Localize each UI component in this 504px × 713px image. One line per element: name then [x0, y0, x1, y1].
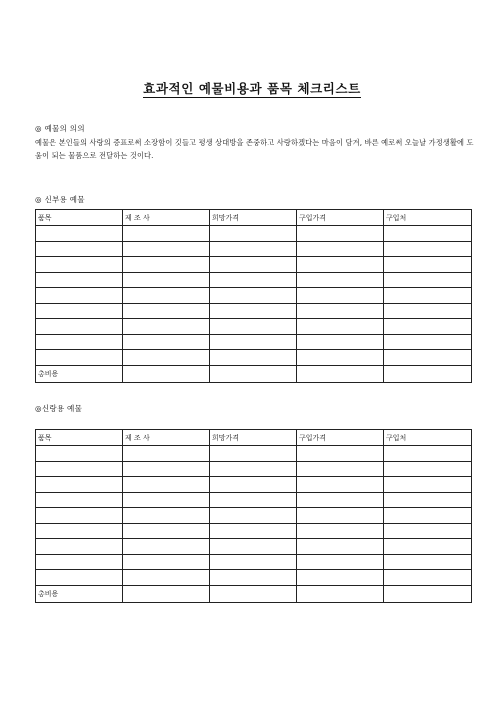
table-cell[interactable]: [384, 492, 472, 508]
table-cell[interactable]: [297, 508, 384, 524]
bride-gift-table: [35, 209, 472, 383]
table-cell[interactable]: [210, 461, 297, 477]
table-cell[interactable]: [123, 288, 210, 304]
table-cell[interactable]: [36, 461, 123, 477]
table-cell[interactable]: [384, 303, 472, 319]
table-cell[interactable]: [384, 570, 472, 586]
table-cell[interactable]: [384, 539, 472, 555]
table-cell[interactable]: [297, 461, 384, 477]
table-row: [36, 554, 472, 570]
table-row: [36, 461, 472, 477]
table-cell[interactable]: [210, 319, 297, 335]
table-cell[interactable]: [210, 523, 297, 539]
table-header-row: [36, 430, 472, 446]
table-cell[interactable]: [123, 226, 210, 242]
table-cell[interactable]: [123, 257, 210, 273]
table-cell[interactable]: [36, 492, 123, 508]
table-cell[interactable]: [384, 272, 472, 288]
table-cell[interactable]: [36, 241, 123, 257]
table-cell[interactable]: [123, 554, 210, 570]
table-cell[interactable]: [210, 365, 297, 382]
table-row: [36, 241, 472, 257]
column-header-desired-price: 희망가격: [210, 210, 297, 226]
table-cell[interactable]: [297, 570, 384, 586]
table-cell[interactable]: [384, 241, 472, 257]
table-row: [36, 272, 472, 288]
column-header-store: 구입처: [384, 210, 472, 226]
table-cell[interactable]: [210, 585, 297, 602]
bride-blank-rows: [36, 226, 472, 366]
table-cell[interactable]: [210, 226, 297, 242]
groom-gift-table: [35, 429, 472, 603]
table-cell[interactable]: [36, 257, 123, 273]
meaning-heading: ◎ 예물의 의의: [35, 124, 85, 133]
groom-section-heading: ◎신랑용 예물: [35, 404, 83, 413]
table-cell[interactable]: [123, 570, 210, 586]
table-cell[interactable]: [384, 350, 472, 366]
table-row: [36, 350, 472, 366]
table-cell[interactable]: [210, 492, 297, 508]
total-row: [36, 585, 472, 602]
table-row: [36, 334, 472, 350]
table-cell[interactable]: [36, 288, 123, 304]
table-cell[interactable]: [297, 303, 384, 319]
table-cell[interactable]: [297, 241, 384, 257]
table-cell[interactable]: [123, 241, 210, 257]
table-cell[interactable]: [297, 272, 384, 288]
table-cell[interactable]: [384, 334, 472, 350]
table-cell[interactable]: [384, 446, 472, 462]
table-row: [36, 319, 472, 335]
table-cell[interactable]: [210, 288, 297, 304]
table-cell[interactable]: [210, 446, 297, 462]
table-cell[interactable]: [297, 365, 384, 382]
table-cell[interactable]: [36, 350, 123, 366]
table-cell[interactable]: [384, 585, 472, 602]
table-cell[interactable]: [36, 334, 123, 350]
table-cell[interactable]: [384, 288, 472, 304]
meaning-paragraph: 예물은 본인들의 사랑의 증표로써 소장함이 깃들고 평생 상대방을 존중하고 사랑하겠다는 마음이 담겨, 바른 예로써 오늘날 가정생활에 도움이 되는 물품으로 전달하는 것이다.: [35, 138, 474, 160]
table-cell[interactable]: [297, 350, 384, 366]
table-cell[interactable]: [123, 585, 210, 602]
table-row: [36, 508, 472, 524]
table-row: [36, 523, 472, 539]
table-cell[interactable]: [123, 365, 210, 382]
table-cell[interactable]: [36, 446, 123, 462]
groom-blank-rows: [36, 446, 472, 586]
table-cell[interactable]: [210, 241, 297, 257]
table-cell[interactable]: [123, 272, 210, 288]
table-header-row: [36, 210, 472, 226]
table-cell[interactable]: [123, 492, 210, 508]
table-cell[interactable]: [36, 508, 123, 524]
table-cell[interactable]: [297, 554, 384, 570]
table-row: [36, 303, 472, 319]
column-header-item: 품목: [36, 430, 123, 446]
table-cell[interactable]: [36, 319, 123, 335]
table-cell[interactable]: [123, 350, 210, 366]
table-cell[interactable]: [384, 319, 472, 335]
table-cell[interactable]: [384, 523, 472, 539]
table-cell[interactable]: [210, 350, 297, 366]
page-title: 효과적인 예물비용과 품목 체크리스트: [143, 81, 361, 96]
column-header-maker: 제 조 사: [123, 210, 210, 226]
table-cell[interactable]: [123, 303, 210, 319]
table-cell[interactable]: [123, 523, 210, 539]
table-cell[interactable]: [36, 272, 123, 288]
table-cell[interactable]: [36, 570, 123, 586]
bride-section-heading: ◎ 신부용 예물: [35, 195, 85, 204]
table-cell[interactable]: [297, 523, 384, 539]
table-cell[interactable]: [36, 554, 123, 570]
table-cell[interactable]: [210, 554, 297, 570]
column-header-item: 품목: [36, 210, 123, 226]
table-cell[interactable]: [297, 288, 384, 304]
table-cell[interactable]: [384, 477, 472, 493]
column-header-purchase-price: 구입가격: [297, 430, 384, 446]
table-cell[interactable]: [210, 508, 297, 524]
table-row: [36, 492, 472, 508]
column-header-purchase-price: 구입가격: [297, 210, 384, 226]
table-cell[interactable]: [297, 334, 384, 350]
table-cell[interactable]: [36, 226, 123, 242]
table-cell[interactable]: [297, 319, 384, 335]
table-cell[interactable]: [36, 523, 123, 539]
table-cell[interactable]: [36, 303, 123, 319]
column-header-maker: 제 조 사: [123, 430, 210, 446]
table-row: [36, 539, 472, 555]
table-cell[interactable]: [123, 477, 210, 493]
table-cell[interactable]: [384, 461, 472, 477]
table-cell[interactable]: [297, 257, 384, 273]
table-row: [36, 570, 472, 586]
table-cell[interactable]: [123, 319, 210, 335]
table-cell[interactable]: [210, 539, 297, 555]
table-cell[interactable]: [210, 272, 297, 288]
table-cell[interactable]: [297, 226, 384, 242]
table-cell[interactable]: [210, 257, 297, 273]
total-label: 총비용: [36, 585, 123, 602]
table-cell[interactable]: [297, 585, 384, 602]
table-cell[interactable]: [297, 492, 384, 508]
table-row: [36, 226, 472, 242]
table-row: [36, 477, 472, 493]
table-cell[interactable]: [123, 334, 210, 350]
table-cell[interactable]: [297, 446, 384, 462]
column-header-store: 구입처: [384, 430, 472, 446]
table-cell[interactable]: [36, 539, 123, 555]
table-cell[interactable]: [384, 365, 472, 382]
table-row: [36, 446, 472, 462]
total-row: [36, 365, 472, 382]
table-row: [36, 288, 472, 304]
table-cell[interactable]: [384, 508, 472, 524]
table-cell[interactable]: [297, 539, 384, 555]
table-cell[interactable]: [123, 461, 210, 477]
total-label: 총비용: [36, 365, 123, 382]
table-cell[interactable]: [123, 539, 210, 555]
table-cell[interactable]: [384, 226, 472, 242]
table-cell[interactable]: [384, 554, 472, 570]
table-cell[interactable]: [123, 508, 210, 524]
table-cell[interactable]: [123, 446, 210, 462]
column-header-desired-price: 희망가격: [210, 430, 297, 446]
table-row: [36, 257, 472, 273]
table-cell[interactable]: [210, 334, 297, 350]
table-cell[interactable]: [36, 477, 123, 493]
table-cell[interactable]: [210, 303, 297, 319]
table-cell[interactable]: [297, 477, 384, 493]
table-cell[interactable]: [384, 257, 472, 273]
table-cell[interactable]: [210, 570, 297, 586]
table-cell[interactable]: [210, 477, 297, 493]
